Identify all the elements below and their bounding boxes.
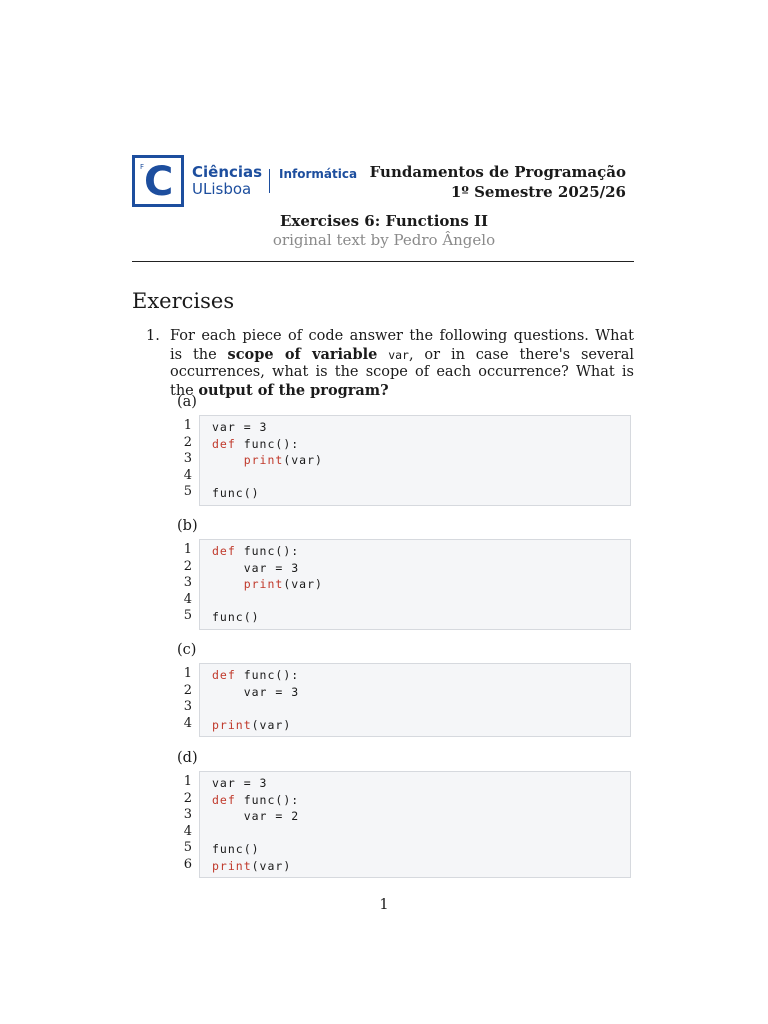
question-number: 1. <box>146 328 160 344</box>
code-token: (var) <box>283 453 323 467</box>
line-number: 1 <box>183 666 192 681</box>
code-token: (var) <box>251 717 292 732</box>
line-number: 3 <box>183 451 192 466</box>
semester: 1º Semestre 2025/26 <box>450 183 626 201</box>
code-token: (var) <box>283 577 323 591</box>
line-number: 1 <box>183 418 192 433</box>
code-keyword: print <box>212 717 252 732</box>
line-number: 4 <box>183 823 192 839</box>
question-text-b: , or in case there's several occurrences, what is the scope of each occurrence? What is the <box>170 346 634 399</box>
sheet-author: original text by Pedro Ângelo <box>272 231 496 249</box>
faculty-logo-icon <box>132 155 184 207</box>
line-number: 2 <box>183 558 192 574</box>
line-number: 3 <box>183 699 192 714</box>
code-token: var = 3 <box>212 684 300 699</box>
code-token: var = 3 <box>212 776 268 790</box>
code-line <box>212 717 291 734</box>
line-number: 2 <box>183 790 192 806</box>
code-token: (var) <box>251 858 292 873</box>
code-token: func(): <box>235 544 300 558</box>
code-token: func(): <box>235 792 300 807</box>
code-line <box>212 485 260 502</box>
code-token: func(): <box>235 668 300 682</box>
code-keyword: def <box>212 544 236 558</box>
code-keyword: def <box>212 668 236 682</box>
line-number: 4 <box>183 467 192 483</box>
sheet-title: Exercises 6: Functions II <box>279 212 489 230</box>
code-keyword: def <box>212 792 236 807</box>
line-number: 5 <box>183 484 192 499</box>
line-number: 3 <box>183 575 192 590</box>
code-line <box>212 667 299 684</box>
part-b-label: (b) <box>177 518 198 534</box>
code-line <box>212 841 260 858</box>
code-token: func() <box>212 842 260 856</box>
code-line <box>212 419 267 436</box>
logo-small-mark: F <box>140 163 145 171</box>
code-token <box>212 577 244 591</box>
course-info <box>370 162 626 202</box>
line-number: 5 <box>183 840 192 855</box>
part-c-label: (c) <box>177 642 197 658</box>
part-b-code-block <box>199 539 631 630</box>
code-line <box>212 792 299 809</box>
code-line <box>212 858 291 875</box>
code-line <box>212 808 299 825</box>
code-token: func() <box>212 610 260 624</box>
logo-line-2: ULisboa <box>192 180 252 198</box>
code-keyword: print <box>243 453 284 467</box>
code-line <box>212 452 323 469</box>
part-d-code-block <box>199 771 631 878</box>
code-line <box>212 560 299 577</box>
code-token: var = 3 <box>212 420 268 434</box>
logo-line-1: Ciências <box>192 163 263 181</box>
line-number: 2 <box>183 682 192 698</box>
code-token: var = 2 <box>212 809 300 823</box>
code-token: func() <box>212 486 260 500</box>
code-line <box>212 609 260 626</box>
question-text <box>170 328 634 400</box>
question-bold-output: output of the program? <box>198 381 389 399</box>
header-rule <box>132 261 634 262</box>
logo-divider <box>269 169 270 193</box>
question-bold-scope: scope of variable <box>227 345 378 363</box>
logo-c-mark: C <box>144 159 174 205</box>
code-token <box>212 453 244 467</box>
line-number: 6 <box>183 856 192 872</box>
line-number: 2 <box>183 434 192 450</box>
part-a-label: (a) <box>177 394 197 410</box>
code-token: func(): <box>235 436 300 451</box>
code-line <box>212 543 299 560</box>
question-code-var: var <box>388 347 409 362</box>
code-line <box>212 684 299 701</box>
question-text-a: For each piece of code answer the following questions. What is the <box>170 328 634 363</box>
page-number: 1 <box>379 897 389 913</box>
line-number: 4 <box>183 591 192 607</box>
logo-department: Informática <box>279 167 358 181</box>
question-1 <box>146 328 634 400</box>
line-number: 4 <box>183 715 192 731</box>
part-d-label: (d) <box>177 750 198 766</box>
code-line <box>212 775 267 792</box>
code-line <box>212 576 323 593</box>
line-number: 3 <box>183 807 192 822</box>
code-keyword: def <box>212 436 236 451</box>
code-line <box>212 436 299 453</box>
course-name: Fundamentos de Programação <box>369 163 626 181</box>
logo-wordmark <box>192 164 262 198</box>
line-number: 1 <box>183 542 192 557</box>
code-keyword: print <box>212 858 252 873</box>
code-keyword: print <box>243 577 284 591</box>
line-number: 5 <box>183 608 192 623</box>
code-token: var = 3 <box>212 560 300 575</box>
part-c-code-block <box>199 663 631 737</box>
section-title: Exercises <box>132 289 235 313</box>
part-a-code-block <box>199 415 631 506</box>
line-number: 1 <box>183 774 192 789</box>
